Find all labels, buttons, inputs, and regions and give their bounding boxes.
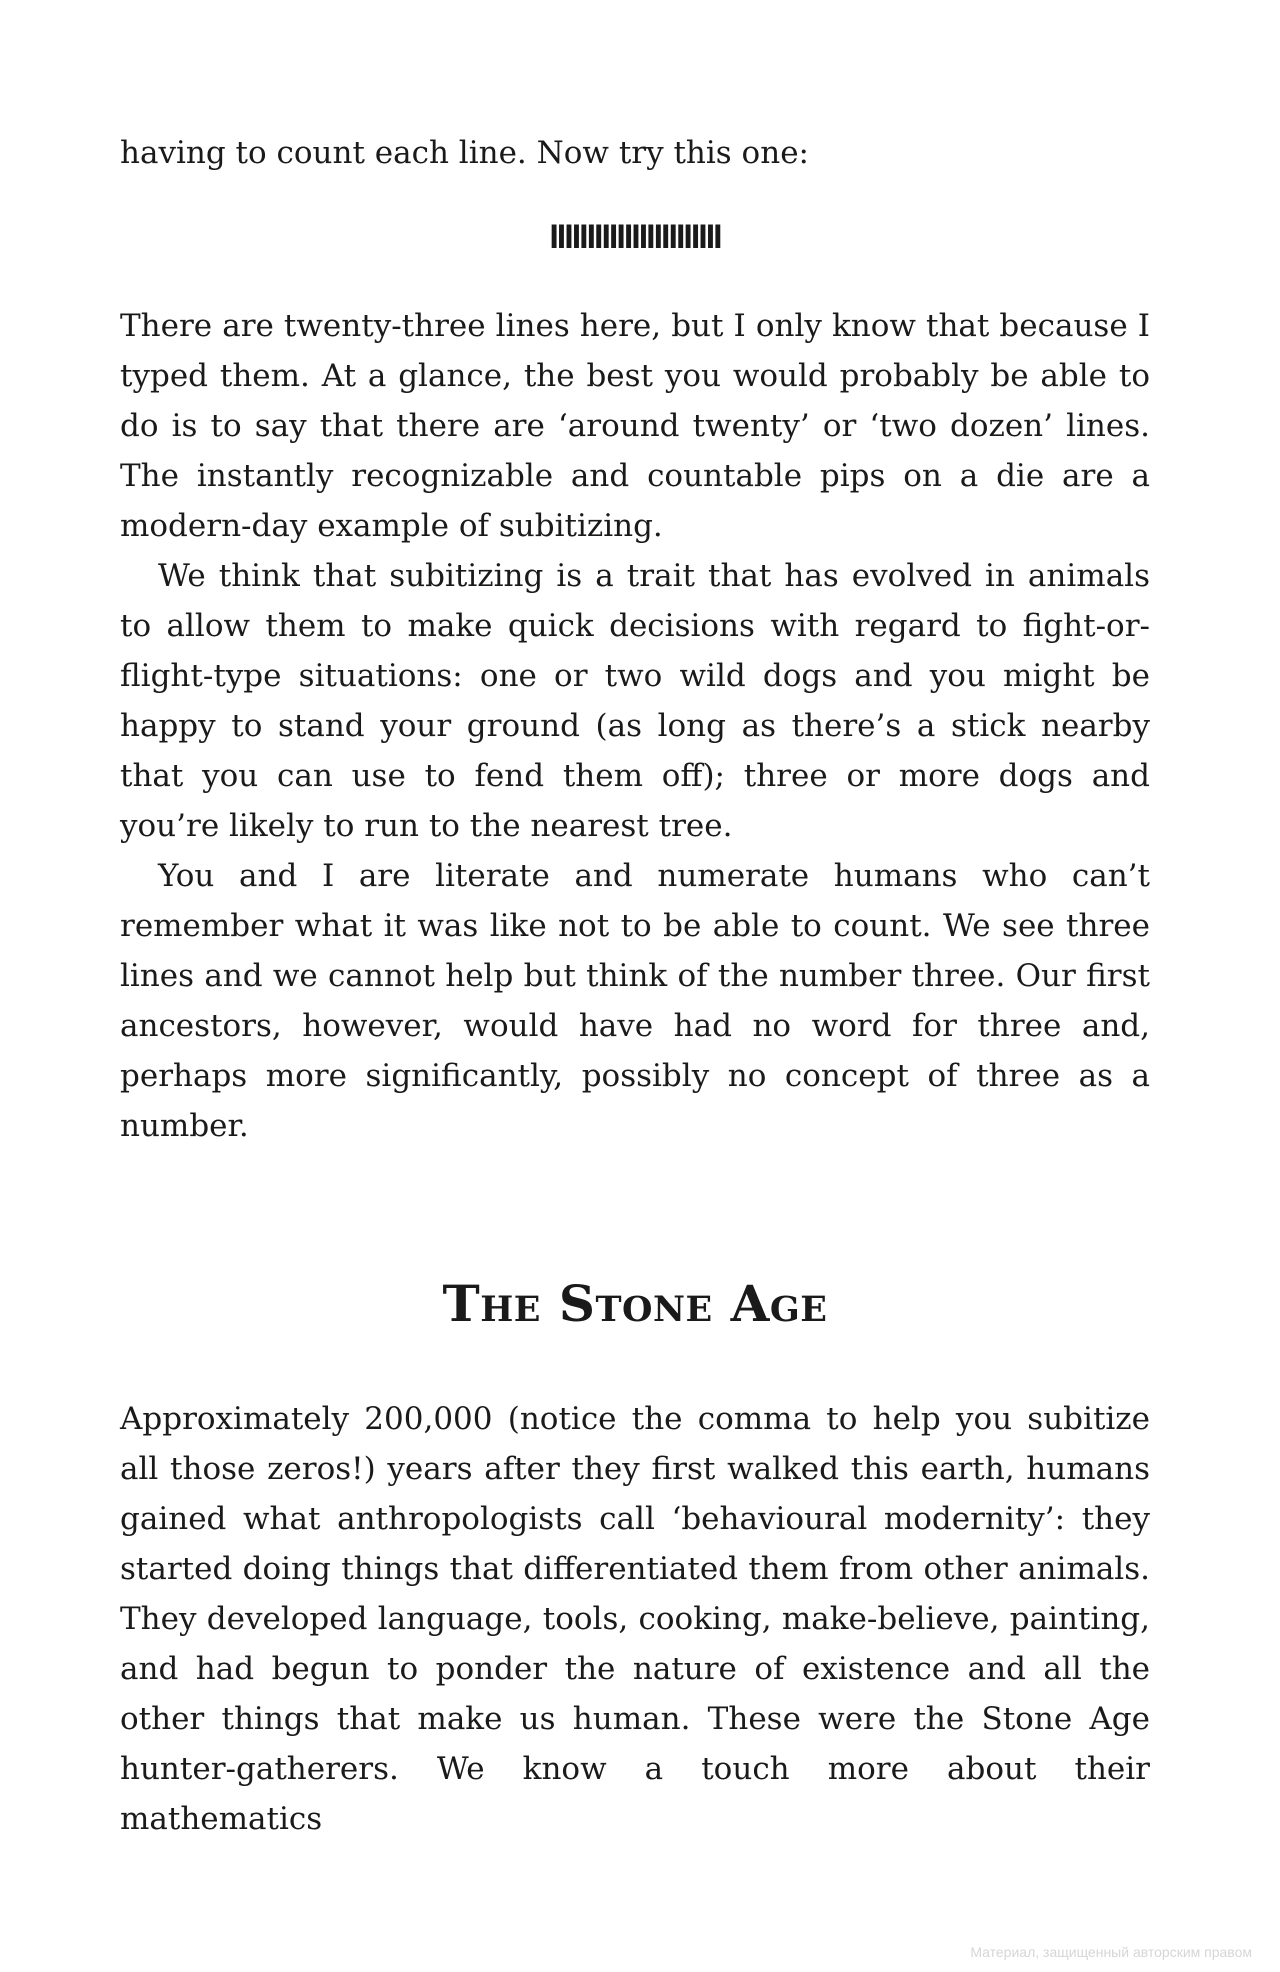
paragraph-evolution: We think that subitizing is a trait that has evolved in animals to allow them to make quick decisions with regard to fight-or-flight-type situations: one or two wild dogs and you might be happy to stand your ground (as long as there’s a stick nearby that you can use to fend them off); three or more dogs and you’re likely to run to the nearest tree. bbox=[120, 558, 1150, 844]
paragraph-subitizing-lines: There are twenty-three lines here, but I only know that because I typed them. At a glance, the best you would probably be able to do is to say that there are ‘around twenty’ or ‘two dozen’ lines. The instantly recognizable and countable pips on a die are a modern-day example of subitizing. bbox=[120, 308, 1150, 544]
paragraph-literate-humans: You and I are literate and numerate humans who can’t remember what it was like not to be able to count. We see three lines and we cannot help but think of the number three. Our first ancestors, however, would have had no word for three and, perhaps more significantly, possibly no concept of three as a number. bbox=[120, 858, 1150, 1144]
tally-marks: IIIIIIIIIIIIIIIIIIIIIII bbox=[549, 218, 721, 256]
opening-line: having to count each line. Now try this one: bbox=[120, 135, 809, 171]
copyright-watermark: Материал, защищенный авторским правом bbox=[970, 1944, 1252, 1960]
paragraphs-after-heading bbox=[120, 1394, 1150, 1844]
paragraph-stone-age: Approximately 200,000 (notice the comma to help you subitize all those zeros!) years after they first walked this earth, humans gained what anthropologists call ‘behavioural modernity’: they started doing things that differentiated them from other animals. They developed language, tools, cooking, make-believe, painting, and had begun to ponder the nature of existence and all the other things that make us human. These were the Stone Age hunter-gatherers. We know a touch more about their mathematics bbox=[120, 1401, 1150, 1837]
section-heading: The Stone Age bbox=[442, 1274, 828, 1333]
paragraphs-before-heading bbox=[120, 301, 1150, 1151]
